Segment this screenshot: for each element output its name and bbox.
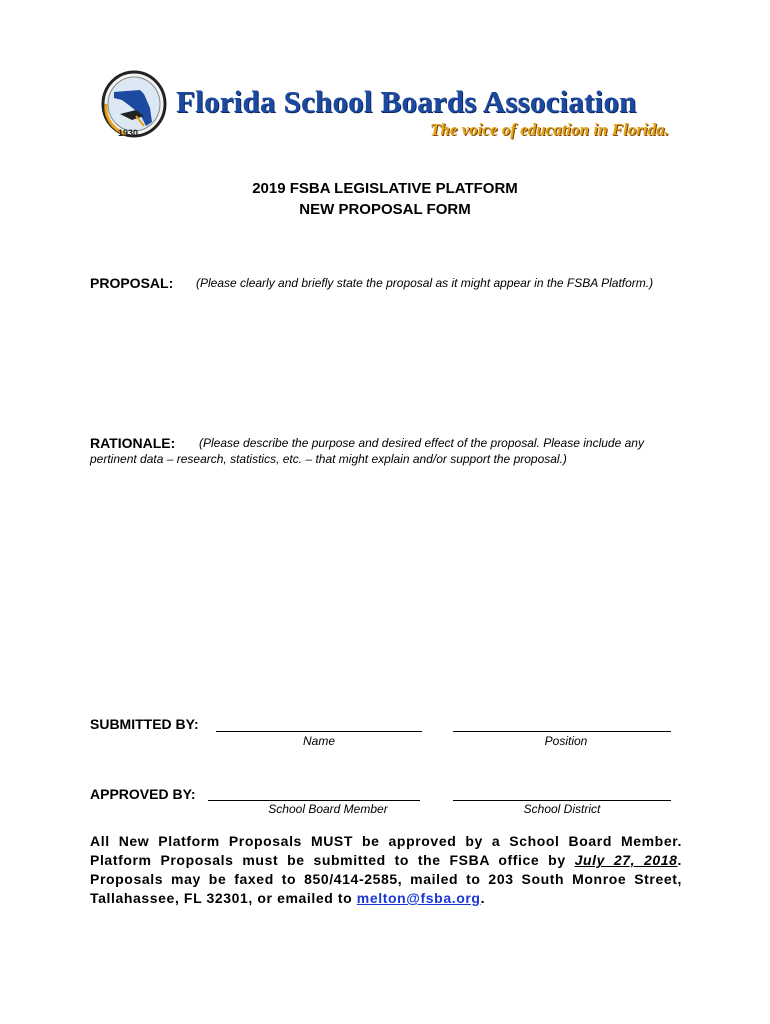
notice-sentence-1: All New Platform Proposals MUST be approved by a School Board Member.: [90, 833, 682, 849]
submission-notice: [90, 832, 682, 908]
notice-sentence-2-prefix: Platform Proposals must be submitted to the FSBA office by: [90, 852, 575, 868]
fsba-seal-logo: [100, 70, 168, 146]
email-link[interactable]: melton@fsba.org: [356, 890, 481, 906]
notice-sentence-3-prefix: Proposals may be faxed to 850/414-2585, mailed to 203 South Monroe Street, Tallahassee, FL 32301, or emailed to: [90, 871, 682, 906]
name-caption: Name: [302, 734, 335, 748]
proposal-entry-area[interactable]: [90, 300, 682, 420]
organization-name: Florida School Boards Association: [176, 84, 637, 119]
submitted-name-line[interactable]: [216, 731, 422, 732]
approved-by-label: APPROVED BY:: [90, 786, 196, 802]
seal-year: 1930: [118, 128, 139, 138]
rationale-label: RATIONALE:: [90, 435, 176, 451]
rationale-instruction-line2: pertinent data – research, statistics, etc. – that might explain and/or support the proposal.): [90, 452, 567, 466]
proposal-instruction: (Please clearly and briefly state the proposal as it might appear in the FSBA Platform.): [196, 276, 654, 290]
submitted-position-line[interactable]: [453, 731, 671, 732]
school-district-caption: School District: [523, 802, 601, 816]
rationale-instruction-line1: (Please describe the purpose and desired effect of the proposal. Please include any: [199, 436, 644, 450]
deadline-date: July 27, 2018: [574, 852, 678, 868]
school-board-member-caption: School Board Member: [268, 802, 388, 816]
submitted-by-label: SUBMITTED BY:: [90, 716, 199, 732]
notice-sentence-3-suffix: .: [480, 890, 486, 906]
rationale-entry-area[interactable]: [90, 475, 682, 695]
proposal-label: PROPOSAL:: [90, 275, 174, 291]
tagline: The voice of education in Florida.: [430, 120, 669, 139]
form-title-line1: 2019 FSBA LEGISLATIVE PLATFORM: [252, 180, 518, 197]
form-title-line2: NEW PROPOSAL FORM: [299, 201, 471, 218]
position-caption: Position: [544, 734, 588, 748]
notice-sentence-2-suffix: .: [677, 852, 682, 868]
approved-member-line[interactable]: [208, 800, 420, 801]
approved-district-line[interactable]: [453, 800, 671, 801]
